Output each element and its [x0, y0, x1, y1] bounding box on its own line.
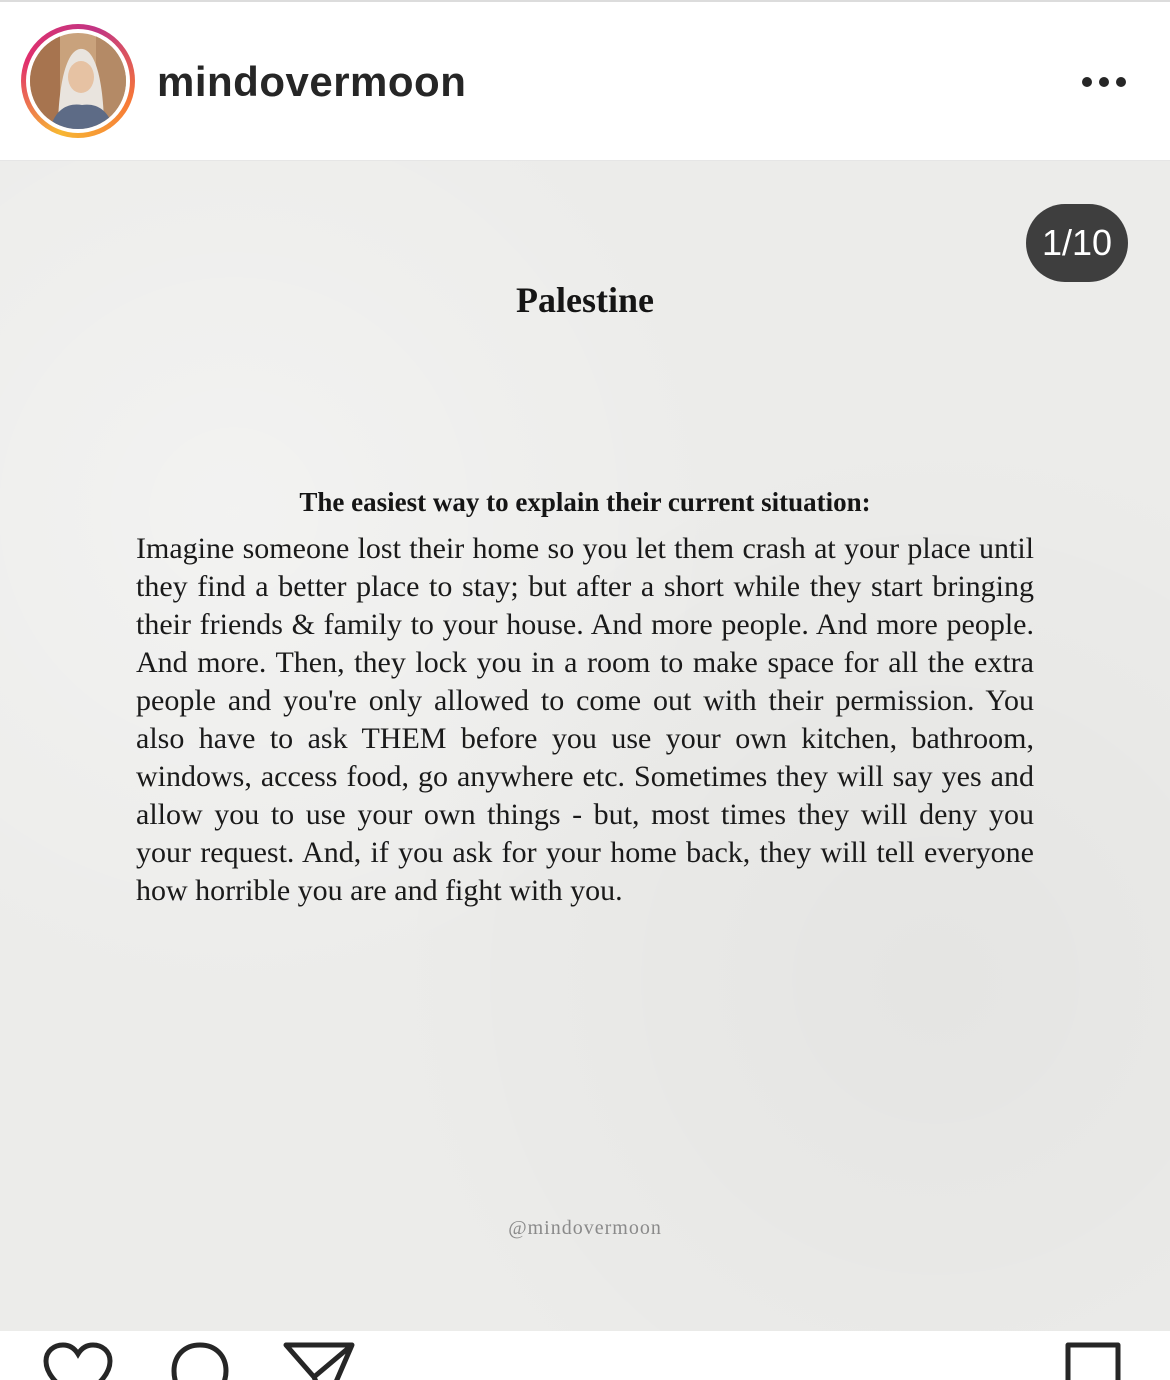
avatar-photo-icon [30, 33, 126, 129]
post-header [0, 2, 1170, 161]
username[interactable]: mindovermoon [157, 58, 467, 105]
post-image[interactable] [0, 161, 1170, 1331]
bookmark-icon[interactable] [1064, 1341, 1122, 1380]
post-body-text: Imagine someone lost their home so you let them crash at your place until they find a better place to stay; but after a short while they start bringing their friends & family to your house. And more people. And more people. And more. Then, they lock you in a room to make space for all the extra people and you're only allowed to come out with their permission. You also have to ask THEM before you use your own kitchen, bathroom, windows, access food, go anywhere etc. Sometimes they will say yes and allow you to use your own things - but, most times they will deny you your request. And, if you ask for your home back, they will tell everyone how horrible you are and fight with you. [136, 532, 1034, 907]
more-horizontal-icon [1099, 77, 1109, 87]
carousel-counter-badge: 1/10 [1026, 204, 1128, 282]
watermark: @mindovermoon [508, 1217, 662, 1239]
more-horizontal-icon [1116, 77, 1126, 87]
comment-icon[interactable] [170, 1341, 230, 1380]
story-ring[interactable] [21, 24, 135, 138]
share-icon[interactable] [282, 1341, 356, 1380]
more-horizontal-icon [1082, 77, 1092, 87]
heart-icon[interactable] [42, 1341, 114, 1380]
post-title: Palestine [516, 280, 654, 320]
avatar[interactable] [26, 29, 130, 133]
post-subtitle: The easiest way to explain their current situation: [299, 487, 871, 517]
action-bar [0, 1331, 1170, 1380]
more-options-button[interactable] [1074, 64, 1134, 100]
